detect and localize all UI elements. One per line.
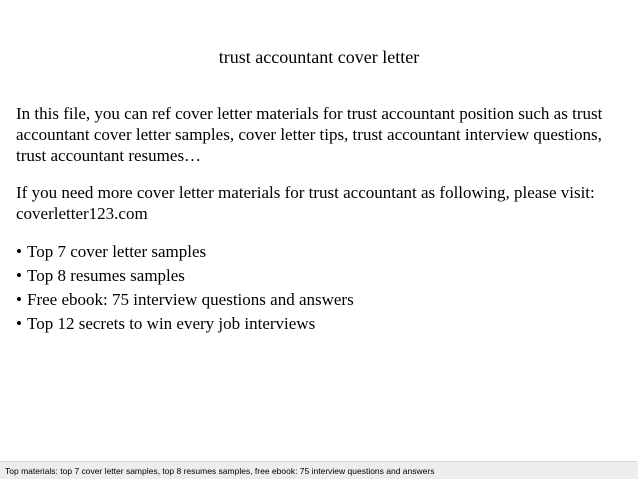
- more-info-paragraph: If you need more cover letter materials for trust accountant as following, please visit: coverletter123.com: [16, 183, 595, 223]
- list-item: • Top 8 resumes samples: [16, 264, 628, 288]
- intro-paragraph: In this file, you can ref cover letter materials for trust accountant position such as trust accountant cover letter samples, cover letter tips, trust accountant interview questions, trust accountant resumes…: [16, 104, 603, 165]
- list-item: • Free ebook: 75 interview questions and answers: [16, 288, 628, 312]
- list-item: • Top 12 secrets to win every job interviews: [16, 312, 628, 336]
- materials-list: [16, 240, 628, 336]
- page-title: trust accountant cover letter: [218, 47, 420, 67]
- footer-bar: Top materials: top 7 cover letter samples, top 8 resumes samples, free ebook: 75 interview questions and answers: [0, 461, 638, 479]
- list-item: • Top 7 cover letter samples: [16, 240, 628, 264]
